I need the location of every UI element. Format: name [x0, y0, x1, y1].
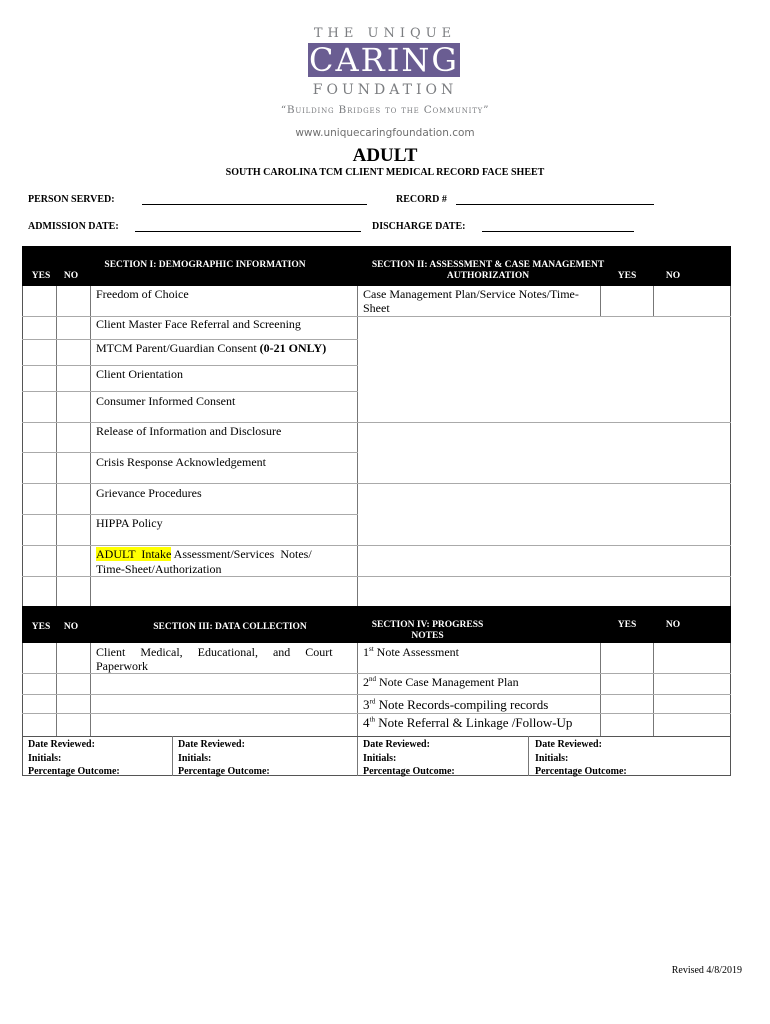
s1-no-label: NO: [63, 271, 79, 281]
discharge-date-label: DISCHARGE DATE:: [372, 221, 466, 232]
revision-date: Revised 4/8/2019: [671, 965, 742, 976]
section3-title: SECTION III: DATA COLLECTION: [153, 622, 307, 632]
s1-item-adult-intake: ADULT Intake Assessment/Services Notes/: [96, 547, 312, 561]
s2-no-label: NO: [665, 271, 681, 281]
review-block-3: Date Reviewed: Initials: Percentage Outcome:: [363, 739, 455, 777]
s4-note-2: 2nd Note Case Management Plan: [363, 675, 519, 689]
s1-item-mtcm-consent: MTCM Parent/Guardian Consent (0-21 ONLY): [96, 341, 327, 355]
admission-date-field[interactable]: [135, 221, 361, 232]
section2-title-line2: AUTHORIZATION: [446, 271, 530, 281]
s4-yes-label: YES: [617, 620, 637, 630]
s1-item-client-master-face: Client Master Face Referral and Screening: [96, 317, 301, 331]
record-field[interactable]: [456, 194, 654, 205]
s1-item-client-orientation: Client Orientation: [96, 367, 183, 381]
discharge-date-field[interactable]: [482, 221, 634, 232]
s4-note-1: 1st Note Assessment: [363, 645, 460, 659]
foundation-logo: [240, 20, 530, 139]
s3-item-client-medical-line2: Paperwork: [96, 659, 148, 673]
s1-item-release-info: Release of Information and Disclosure: [96, 424, 282, 438]
s4-note-4: 4th Note Referral & Linkage /Follow-Up: [363, 715, 573, 730]
logo-slogan: “Building Bridges to the Community”: [280, 104, 490, 116]
s2-item-case-management-line2: Sheet: [363, 301, 390, 315]
s1-item-crisis-response: Crisis Response Acknowledgement: [96, 455, 266, 469]
s1-yes-label: YES: [31, 271, 51, 281]
logo-url: www.uniquecaringfoundation.com: [295, 127, 475, 139]
document-subtitle: SOUTH CAROLINA TCM CLIENT MEDICAL RECORD FACE SHEET: [225, 167, 545, 178]
review-block-2: Date Reviewed: Initials: Percentage Outcome:: [178, 739, 270, 777]
review-block-4: Date Reviewed: Initials: Percentage Outcome:: [535, 739, 627, 777]
s2-item-case-management-line1: Case Management Plan/Service Notes/Time-: [363, 287, 579, 301]
section4-title: SECTION IV: PROGRESS NOTES: [371, 620, 484, 641]
s1-item-consumer-consent: Consumer Informed Consent: [96, 394, 236, 408]
s3-yes-label: YES: [31, 622, 51, 632]
person-served-field[interactable]: [142, 194, 367, 205]
s3-item-client-medical-line1: Client Medical, Educational, and Court: [96, 645, 333, 659]
s1-item-hippa: HIPPA Policy: [96, 516, 163, 530]
admission-date-label: ADMISSION DATE:: [28, 221, 119, 232]
s2-yes-label: YES: [617, 271, 637, 281]
document-title: ADULT: [352, 145, 418, 166]
s1-item-grievance: Grievance Procedures: [96, 486, 202, 500]
s1-item-adult-intake-line2: Time-Sheet/Authorization: [96, 562, 222, 576]
record-label: RECORD #: [396, 194, 447, 205]
person-served-label: PERSON SERVED:: [28, 194, 115, 205]
s4-no-label: NO: [665, 620, 681, 630]
section2-title-line1: SECTION II: ASSESSMENT & CASE MANAGEMENT: [371, 260, 605, 270]
logo-top-text: THE UNIQUE: [313, 26, 457, 41]
logo-sub-text: FOUNDATION: [312, 82, 458, 98]
s1-item-freedom-of-choice: Freedom of Choice: [96, 287, 189, 301]
section1-title: SECTION I: DEMOGRAPHIC INFORMATION: [104, 260, 306, 270]
logo-main-text: CARING: [309, 41, 459, 79]
s3-no-label: NO: [63, 622, 79, 632]
review-block-1: Date Reviewed: Initials: Percentage Outcome:: [28, 739, 120, 777]
s4-note-3: 3rd Note Records-compiling records: [363, 697, 549, 712]
